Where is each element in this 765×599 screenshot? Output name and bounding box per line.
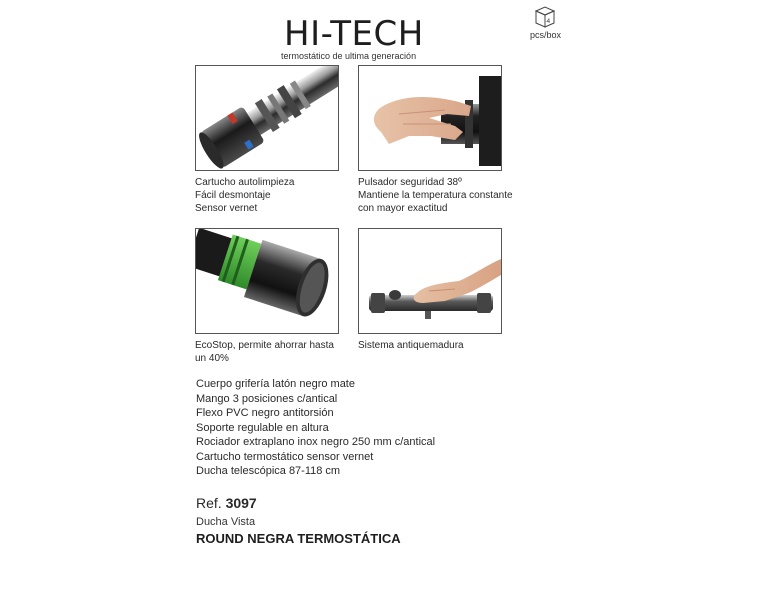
feature-item: Ducha telescópica 87-118 cm (196, 465, 341, 477)
feature-item: Cartucho termostático sensor vernet (196, 450, 374, 463)
box-label: pcs/box (530, 30, 562, 40)
product-reference (196, 495, 257, 511)
caption-line: Fácil desmontaje (195, 190, 271, 201)
feature-list (196, 377, 435, 479)
safety-button-caption (358, 176, 513, 215)
cartridge-caption (195, 176, 295, 215)
caption-line: Sistema antiquemadura (358, 340, 464, 351)
ref-number: 3097 (225, 495, 257, 511)
product-line-title: HI-TECH (284, 14, 424, 54)
feature-item: Soporte regulable en altura (196, 421, 329, 434)
box-icon (533, 6, 557, 28)
caption-line: un 40% (195, 353, 229, 364)
box-count: 4 (546, 18, 551, 25)
ecostop-caption (195, 339, 334, 365)
product-model: Ducha Vista (196, 516, 256, 528)
caption-line: Cartucho autolimpieza (195, 177, 295, 188)
ecostop-photo (195, 228, 339, 334)
caption-line: con mayor exactitud (358, 203, 448, 214)
caption-line: Pulsador seguridad 38º (358, 177, 462, 188)
caption-line: Sensor vernet (195, 203, 258, 214)
feature-item: Rociador extraplano inox negro 250 mm c/antical (196, 436, 436, 448)
anti-scald-caption (358, 339, 464, 352)
caption-line: Mantiene la temperatura constante (358, 190, 513, 201)
ref-label: Ref. (196, 495, 222, 511)
feature-item: Flexo PVC negro antitorsión (196, 407, 334, 419)
safety-button-photo (358, 65, 502, 171)
caption-line: EcoStop, permite ahorrar hasta (195, 340, 334, 351)
anti-scald-photo (358, 228, 502, 334)
feature-item: Mango 3 posiciones c/antical (196, 392, 338, 405)
product-line-subtitle: termostático de ultima generación (281, 51, 417, 61)
feature-item: Cuerpo grifería latón negro mate (196, 378, 355, 390)
product-name: ROUND NEGRA TERMOSTÁTICA (196, 531, 401, 546)
cartridge-photo (195, 65, 339, 171)
